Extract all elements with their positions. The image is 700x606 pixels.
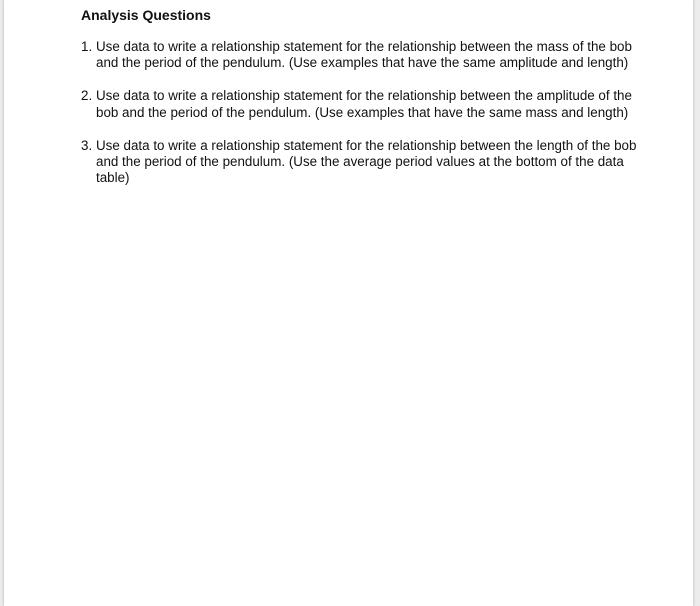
question-item-1 <box>81 39 643 71</box>
question-number: 1. <box>81 39 93 54</box>
question-text: Use data to write a relationship statement for the relationship between the mass of the bob and the period of the pendulum. (Use examples that have the same amplitude and length) <box>96 39 632 71</box>
question-list <box>81 39 643 203</box>
question-number: 2. <box>81 88 93 104</box>
question-text: Use data to write a relationship statement for the relationship between the amplitude of the bob and the period of the pendulum. (Use examples that have the same mass and length) <box>96 88 632 120</box>
question-item-3 <box>81 138 643 187</box>
question-number: 3. <box>81 137 93 153</box>
question-text: Use data to write a relationship statement for the relationship between the length of the bob and the period of the pendulum. (Use the average period values at the bottom of the data table) <box>96 137 637 186</box>
section-heading: Analysis Questions <box>81 7 211 23</box>
document-page <box>4 0 693 606</box>
question-item-2 <box>81 88 643 120</box>
